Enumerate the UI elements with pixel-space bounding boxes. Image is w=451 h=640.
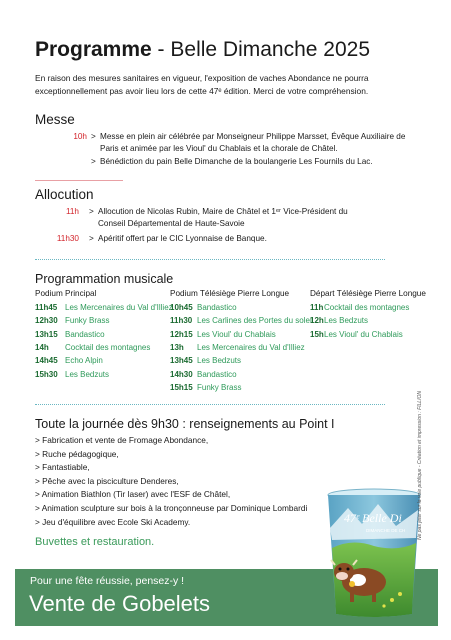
music-time: 14h xyxy=(35,342,49,352)
messe-item: Messe en plein air célébrée par Monseigneur Philippe Marsset, Évêque Auxiliaire de Paris et animée par les Vioul' du Chablais et la chorale de Châtel. xyxy=(100,132,406,153)
music-act: Les Mercenaires du Val d'Illiez xyxy=(197,342,305,352)
messe-time: 10h xyxy=(73,132,87,141)
section-divider xyxy=(35,180,123,181)
music-time: 15h15 xyxy=(170,382,193,392)
music-time: 12h30 xyxy=(35,316,58,326)
list-item: > Ruche pédagogique, xyxy=(35,448,119,459)
music-row xyxy=(310,315,368,327)
list-item: > Fantastiable, xyxy=(35,462,90,473)
music-act: Cocktail des montagnes xyxy=(324,303,410,312)
buvettes-text: Buvettes et restauration. xyxy=(35,536,155,548)
allocution-item: Allocution de Nicolas Rubin, Maire de Châtel et 1ᵉʳ Vice-Président du Conseil Départemental de Haute-Savoie xyxy=(98,207,348,228)
cup-illustration xyxy=(322,488,426,620)
music-act: Les Mercenaires du Val d'Illiez xyxy=(65,303,173,312)
title-separator: - xyxy=(151,38,171,61)
section-divider xyxy=(35,259,385,260)
music-time: 13h45 xyxy=(170,356,193,366)
music-row xyxy=(310,302,409,314)
music-act: Les Vioul' du Chablais xyxy=(197,329,276,339)
music-row xyxy=(35,355,103,367)
messe-item: Bénédiction du pain Belle Dimanche de la boulangerie Les Fournils du Lac. xyxy=(100,157,373,166)
music-act: Les Carlines des Portes du soleil xyxy=(197,316,314,326)
allocution-block xyxy=(35,206,430,246)
journee-list xyxy=(35,434,307,529)
music-time: 12h xyxy=(310,316,324,326)
arrow-icon: > xyxy=(89,207,94,216)
music-act: Les Bedzuts xyxy=(197,356,242,366)
music-column-title: Podium Télésiège Pierre Longue xyxy=(170,289,290,298)
list-item: > Animation Biathlon (Tir laser) avec l'ESF de Châtel, xyxy=(35,489,231,500)
music-row xyxy=(170,382,241,394)
music-row xyxy=(170,302,237,314)
music-act: Les Vioul' du Chablais xyxy=(324,329,403,339)
music-column-title: Podium Principal xyxy=(35,289,97,298)
music-row xyxy=(170,355,241,367)
music-act: Funky Brass xyxy=(197,382,242,392)
title-subtitle: Belle Dimanche 2025 xyxy=(170,38,371,61)
music-time: 12h15 xyxy=(170,329,193,339)
list-item: > Fabrication et vente de Fromage Abondance, xyxy=(35,435,209,445)
music-time: 11h xyxy=(310,303,324,312)
music-time: 15h xyxy=(310,329,324,339)
music-time: 13h15 xyxy=(35,329,58,339)
music-row xyxy=(35,302,173,314)
cup-text: 47ᵉ Belle Di xyxy=(344,511,402,525)
music-act: Funky Brass xyxy=(65,316,110,326)
music-time: 14h45 xyxy=(35,356,58,366)
music-time: 13h xyxy=(170,342,184,352)
music-row xyxy=(35,342,150,354)
vertical-note-text: Ne pas jeter sur la voie publique - Création et impression : FILLION xyxy=(417,391,423,540)
music-row xyxy=(35,369,109,381)
music-row xyxy=(35,329,105,341)
arrow-icon: > xyxy=(89,234,94,243)
music-act: Cocktail des montagnes xyxy=(65,342,151,352)
intro-text: En raison des mesures sanitaires en vigueur, l'exposition de vaches Abondance ne pourra exceptionnellement pas avoir lieu lors de cette 47ᵉ édition. Merci de votre compréhension. xyxy=(35,73,369,96)
music-time: 15h30 xyxy=(35,369,58,379)
music-row xyxy=(170,342,305,354)
music-act: Les Bedzuts xyxy=(65,369,110,379)
music-time: 14h30 xyxy=(170,369,193,379)
list-item: > Animation sculpture sur bois à la tronçonneuse par Dominique Lombardi xyxy=(35,502,308,513)
music-column-title: Départ Télésiège Pierre Longue xyxy=(310,289,426,298)
allocution-time: 11h30 xyxy=(56,234,79,243)
music-act: Les Bedzuts xyxy=(324,316,369,326)
music-time: 11h45 xyxy=(35,303,58,312)
music-time: 11h30 xyxy=(170,316,193,326)
page-title xyxy=(35,38,370,62)
music-act: Bandastico xyxy=(65,329,105,339)
banner-tagline: Pour une fête réussie, pensez-y ! xyxy=(30,575,185,587)
title-bold: Programme xyxy=(35,38,152,61)
banner-title: Vente de Gobelets xyxy=(29,591,211,616)
arrow-icon: > xyxy=(91,132,96,141)
music-row xyxy=(310,329,403,341)
music-row xyxy=(170,315,314,327)
music-row xyxy=(35,315,109,327)
allocution-heading: Allocution xyxy=(35,187,94,202)
music-heading: Programmation musicale xyxy=(35,272,174,286)
section-divider xyxy=(35,404,385,405)
cup-subtext: DIMANCHE DE CH xyxy=(366,528,406,533)
list-item: > Jeu d'équilibre avec Ecole Ski Academy. xyxy=(35,516,191,527)
music-act: Bandastico xyxy=(197,369,237,379)
music-row xyxy=(170,369,237,381)
allocution-time: 11h xyxy=(65,207,79,216)
music-act: Bandastico xyxy=(197,303,237,312)
journee-heading: Toute la journée dès 9h30 : renseignements au Point I xyxy=(35,417,335,431)
music-act: Echo Alpin xyxy=(65,356,103,366)
allocution-item: Apéritif offert par le CIC Lyonnaise de Banque. xyxy=(98,234,267,243)
list-item: > Pêche avec la pisciculture Denderes, xyxy=(35,475,179,486)
music-row xyxy=(170,329,276,341)
messe-heading: Messe xyxy=(35,112,75,127)
messe-block xyxy=(35,131,430,181)
arrow-icon: > xyxy=(91,157,96,166)
music-time: 10h45 xyxy=(170,303,193,312)
